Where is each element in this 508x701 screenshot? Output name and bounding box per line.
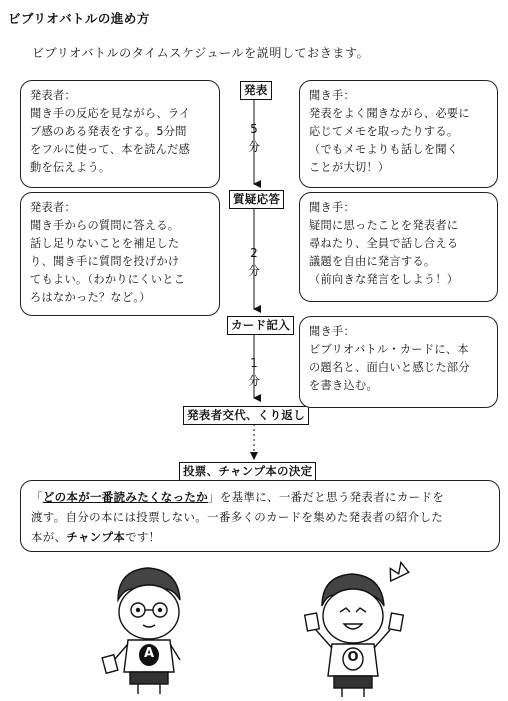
stage-card-entry: カード記入 (227, 316, 294, 335)
right-shirt-letter: O (347, 650, 359, 665)
stage-qa: 質疑応答 (229, 190, 284, 209)
presenter-box-presentation: 発表者： 聞き手の反応を見ながら、ライ ブ感のある発表をする。5分間 をフルに使って、本を読んだ感 動を伝えよう。 (20, 80, 220, 188)
listener-box-qa: 聞き手： 疑問に思ったことを発表者に 尋ねたり、全員で話し合える 議題を自由に発言する。 （前向きな発言をしよう！） (299, 192, 498, 302)
stage-switch-presenter: 発表者交代、くり返し (183, 406, 309, 425)
listener-box-presentation: 聞き手： 発表をよく聞きながら、必要に 応じてメモを取ったりする。 （でもメモよりも話しを聞く ことが大切！） (299, 80, 498, 188)
champ-book-highlight: チャンプ本 (66, 530, 126, 544)
duration-card-entry: 1 分 (247, 356, 260, 388)
intro-text: ビブリオバトルのタイムスケジュールを説明しておきます。 (32, 46, 370, 60)
voting-description-box: 「どの本が一番読みたくなったか」を基準に、一番だと思う発表者にカードを 渡す。自分の本には投票しない。一番多くのカードを集めた発表者の紹介した 本が、チャンプ本です！ (20, 480, 500, 552)
page-title: ビブリオバトルの進め方 (8, 11, 150, 26)
left-shirt-letter: A (143, 646, 155, 661)
presenter-box-qa: 発表者： 聞き手からの質問に答える。 話し足りないことを補足した り、聞き手に質問を投げかけ てもよい。（わかりにくいとこ ろはなかった？など。） (20, 192, 220, 316)
listener-box-card-entry: 聞き手： ビブリオバトル・カードに、本 の題名と、面白いと感じた部分 を書き込む。 (299, 316, 498, 408)
criterion-highlight: どの本が一番読みたくなったか (42, 490, 209, 504)
duration-presentation: 5 分 (247, 122, 260, 154)
duration-qa: 2 分 (247, 246, 260, 278)
stage-presentation: 発表 (240, 81, 272, 100)
stage-vote: 投票、チャンプ本の決定 (179, 462, 316, 481)
